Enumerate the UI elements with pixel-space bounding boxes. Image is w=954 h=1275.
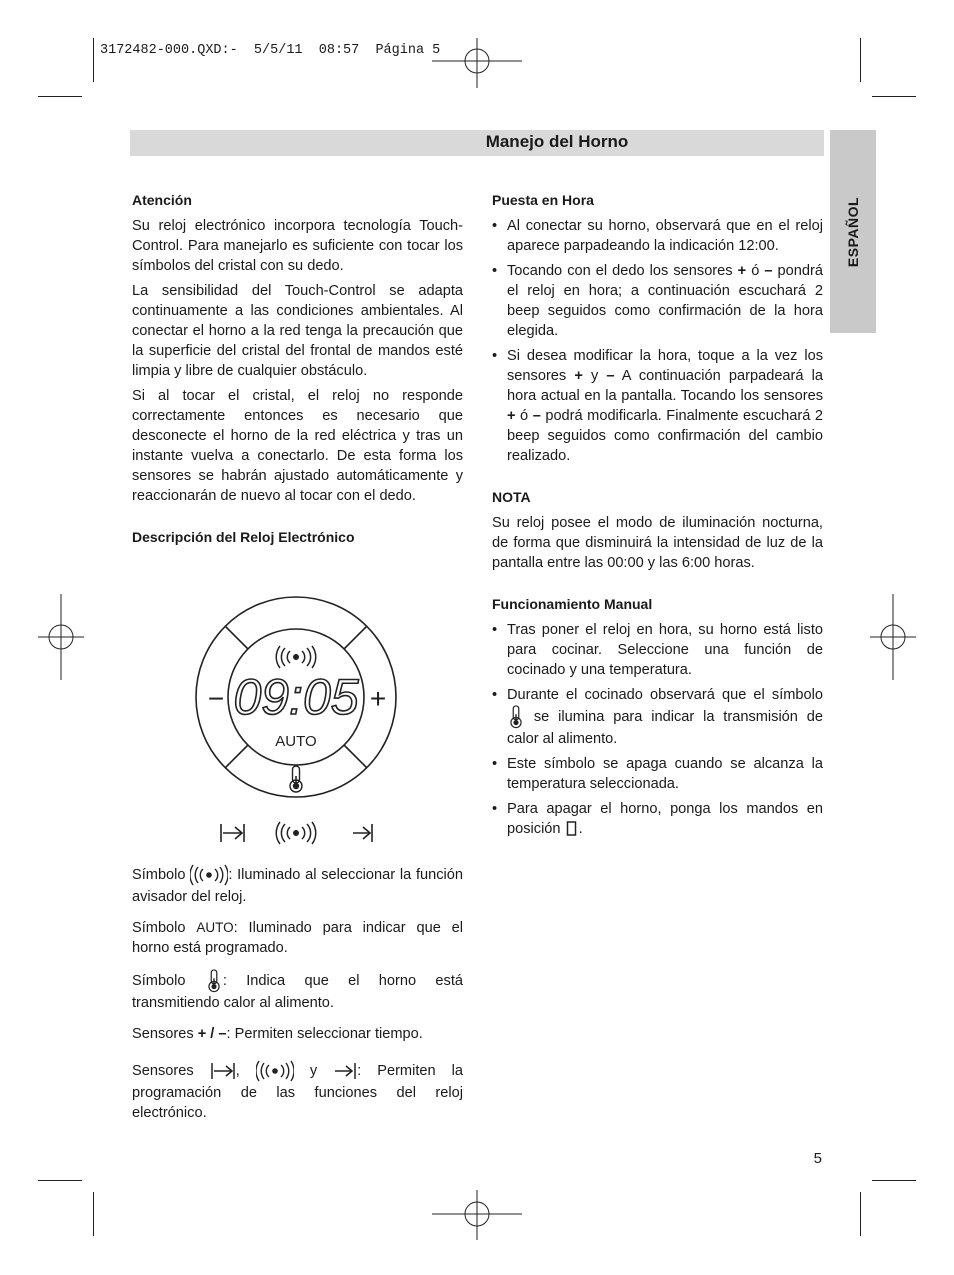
heading-descripcion: Descripción del Reloj Electrónico: [132, 529, 355, 545]
crop-mark: [860, 38, 861, 82]
page-number: 5: [813, 1150, 822, 1167]
crop-mark: [38, 96, 82, 97]
print-slug: 3172482-000.QXD:- 5/5/11 08:57 Página 5: [100, 43, 441, 58]
thermometer-icon: [205, 969, 223, 993]
program-end-icon: [333, 1061, 357, 1081]
program-end-icon: [353, 824, 372, 842]
alarm-icon: [276, 646, 316, 668]
clock-time: 09:05: [233, 669, 359, 725]
program-start-icon: [210, 1061, 236, 1081]
sensors-plus-minus-desc: Sensores + / –: Permiten seleccionar tiempo.: [132, 1026, 423, 1042]
language-tab-label: ESPAÑOL: [845, 196, 861, 267]
list-item: • Al conectar su horno, observará que en el reloj aparece parpadeando la indicación 12:00.: [492, 216, 823, 256]
right-column: [492, 190, 823, 844]
clock-diagram: [190, 590, 410, 860]
clock-minus: −: [207, 683, 225, 714]
crop-mark: [872, 96, 916, 97]
symbol-alarm-desc: Símbolo : Iluminado al seleccionar la función avisador del reloj.: [132, 863, 463, 907]
heading-manual: Funcionamiento Manual: [492, 596, 653, 612]
symbol-auto-desc: Símbolo AUTO: Iluminado para indicar que el horno está programado.: [132, 920, 463, 956]
paragraph: La sensibilidad del Touch-Control se adapta continuamente a las condiciones ambientales. Al conectar el horno a la red tenga la precaución que la superficie del cristal del frontal de mandos esté limpia y libre de cualquier obstáculo.: [132, 283, 463, 379]
program-start-icon: [221, 824, 244, 842]
symbol-thermometer-desc: Símbolo : Indica que el horno está transmitiendo calor al alimento.: [132, 969, 463, 1013]
page-title: Manejo del Horno: [485, 132, 629, 151]
crop-mark: [860, 1192, 861, 1236]
registration-mark-top: [432, 38, 522, 88]
manual-list: [492, 620, 823, 839]
auto-symbol: AUTO: [196, 920, 234, 935]
puesta-list: [492, 216, 823, 466]
thermometer-icon: [507, 705, 525, 729]
registration-mark-bottom: [432, 1190, 522, 1240]
paragraph: Su reloj electrónico incorpora tecnología Touch-Control. Para manejarlo es suficiente con tocar los símbolos del cristal con su dedo.: [132, 218, 463, 274]
crop-mark: [93, 1192, 94, 1236]
alarm-icon: [190, 863, 228, 887]
registration-mark-left: [38, 594, 84, 680]
clock-plus: +: [369, 683, 387, 714]
crop-mark: [872, 1180, 916, 1181]
heading-atencion: Atención: [132, 192, 192, 208]
left-column: [132, 190, 463, 553]
list-item: • Tocando con el dedo los sensores + ó – pondrá el reloj en hora; a continuación escuchará 2 beep seguidos como confirmación de la hora elegida.: [492, 261, 823, 341]
off-position-icon: [565, 820, 579, 838]
heading-nota: NOTA: [492, 489, 531, 505]
alarm-icon: [276, 822, 316, 844]
alarm-icon: [256, 1059, 294, 1083]
crop-mark: [93, 38, 94, 82]
paragraph: Si al tocar el cristal, el reloj no responde correctamente entonces es necesario que desconecte el horno de la red eléctrica y tras un instante vuelva a conectarlo. De esta forma los sensores se habrán ajustado automáticamente y reaccionarán de nuevo al tocar con el dedo.: [132, 388, 463, 504]
clock-auto: AUTO: [275, 733, 317, 750]
list-item: • Para apagar el horno, ponga los mandos en posición .: [492, 799, 823, 839]
sensors-program-desc: Sensores , y : Permiten la programación de las funciones del reloj electrónico.: [132, 1059, 463, 1123]
list-item: • Durante el cocinado observará que el símbolo se ilumina para indicar la transmisión de calor al alimento.: [492, 685, 823, 749]
paragraph: Su reloj posee el modo de iluminación nocturna, de forma que disminuirá la intensidad de luz de la pantalla entre las 00:00 y las 6:00 horas.: [492, 515, 823, 571]
list-item: • Si desea modificar la hora, toque a la vez los sensores + y – A continuación parpadeará la hora actual en la pantalla. Tocando los sensores + ó – podrá modificarla. Finalmente escuchará 2 beep seguidos como confirmación del cambio realizado.: [492, 346, 823, 466]
heading-puesta: Puesta en Hora: [492, 192, 594, 208]
crop-mark: [38, 1180, 82, 1181]
thermometer-icon: [290, 766, 302, 792]
symbol-descriptions: [132, 863, 463, 1128]
registration-mark-right: [870, 594, 916, 680]
list-item: • Este símbolo se apaga cuando se alcanza la temperatura seleccionada.: [492, 754, 823, 794]
list-item: • Tras poner el reloj en hora, su horno está listo para cocinar. Seleccione una función de cocinado y una temperatura.: [492, 620, 823, 680]
